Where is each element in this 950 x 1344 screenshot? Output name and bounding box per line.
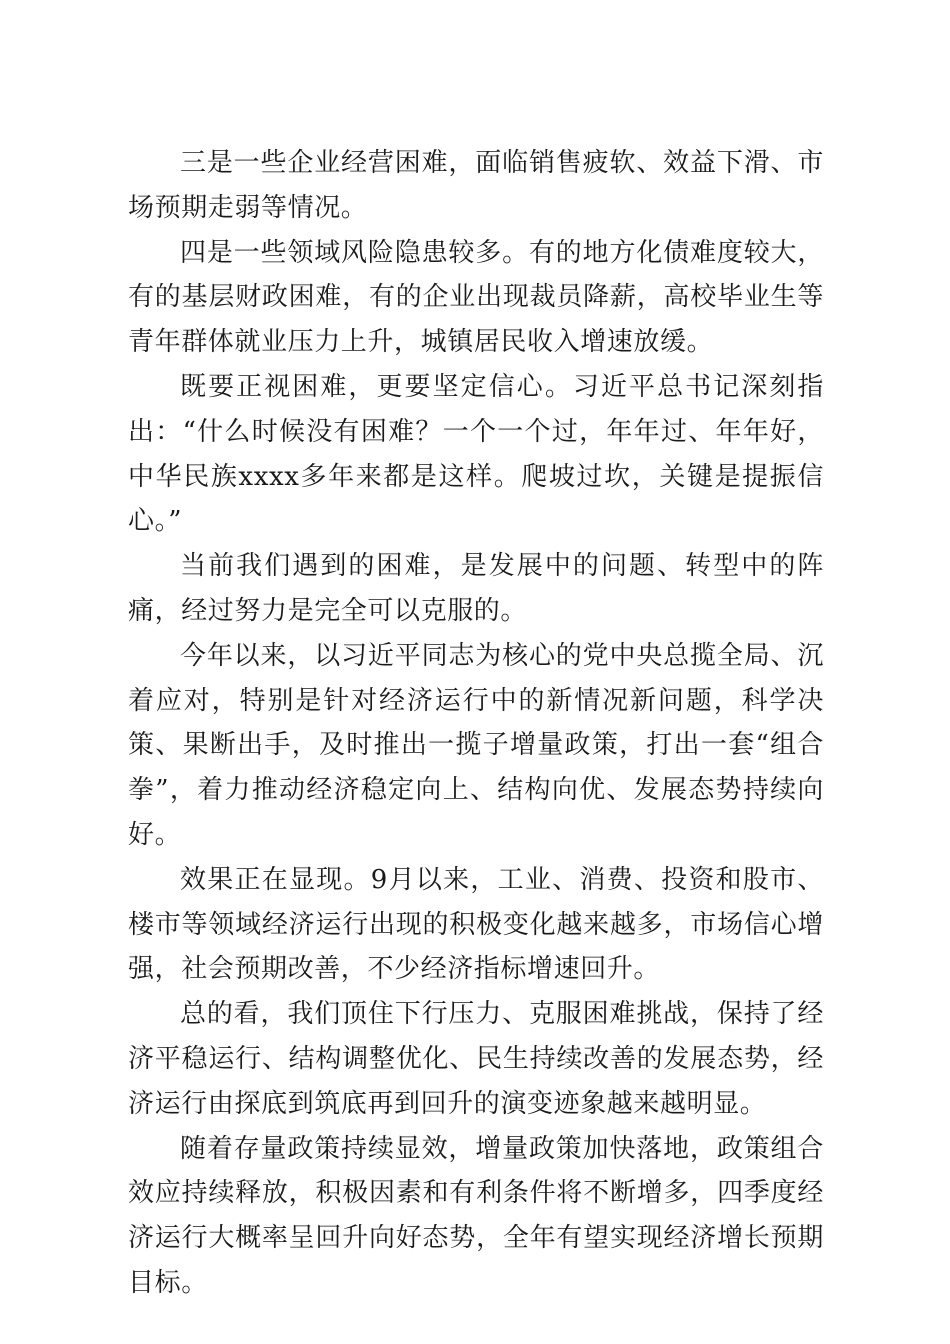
paragraph-7: 总的看，我们顶住下行压力、克服困难挑战，保持了经济平稳运行、结构调整优化、民生持续改善的发展态势，经济运行由探底到筑底再到回升的演变迹象越来越明显。 — [128, 999, 824, 1119]
paragraph-5: 今年以来，以习近平同志为核心的党中央总揽全局、沉着应对，特别是针对经济运行中的新情况新问题，科学决策、果断出手，及时推出一揽子增量政策，打出一套“组合拳”，着力推动经济稳定向上、结构向优、发展态势持续向好。 — [128, 640, 824, 850]
paragraph-2: 四是一些领域风险隐患较多。有的地方化债难度较大，有的基层财政困难，有的企业出现裁员降薪，高校毕业生等青年群体就业压力上升，城镇居民收入增速放缓。 — [128, 237, 824, 358]
paragraph-1: 三是一些企业经营困难，面临销售疲软、效益下滑、市场预期走弱等情况。 — [128, 148, 824, 223]
paragraph-8: 随着存量政策持续显效，增量政策加快落地，政策组合效应持续释放，积极因素和有利条件将不断增多，四季度经济运行大概率呈回升向好态势，全年有望实现经济增长预期目标。 — [128, 1133, 824, 1298]
paragraph-4: 当前我们遇到的困难，是发展中的问题、转型中的阵痛，经过努力是完全可以克服的。 — [128, 551, 824, 626]
paragraph-3: 既要正视困难，更要坚定信心。习近平总书记深刻指出：“什么时候没有困难？一个一个过，年年过、年年好，中华民族xxxx多年来都是这样。爬坡过坎，关键是提振信心。” — [128, 371, 824, 537]
paragraph-6: 效果正在显现。9月以来，工业、消费、投资和股市、楼市等领域经济运行出现的积极变化越来越多，市场信心增强，社会预期改善，不少经济指标增速回升。 — [128, 864, 824, 985]
document-body — [128, 141, 824, 1306]
